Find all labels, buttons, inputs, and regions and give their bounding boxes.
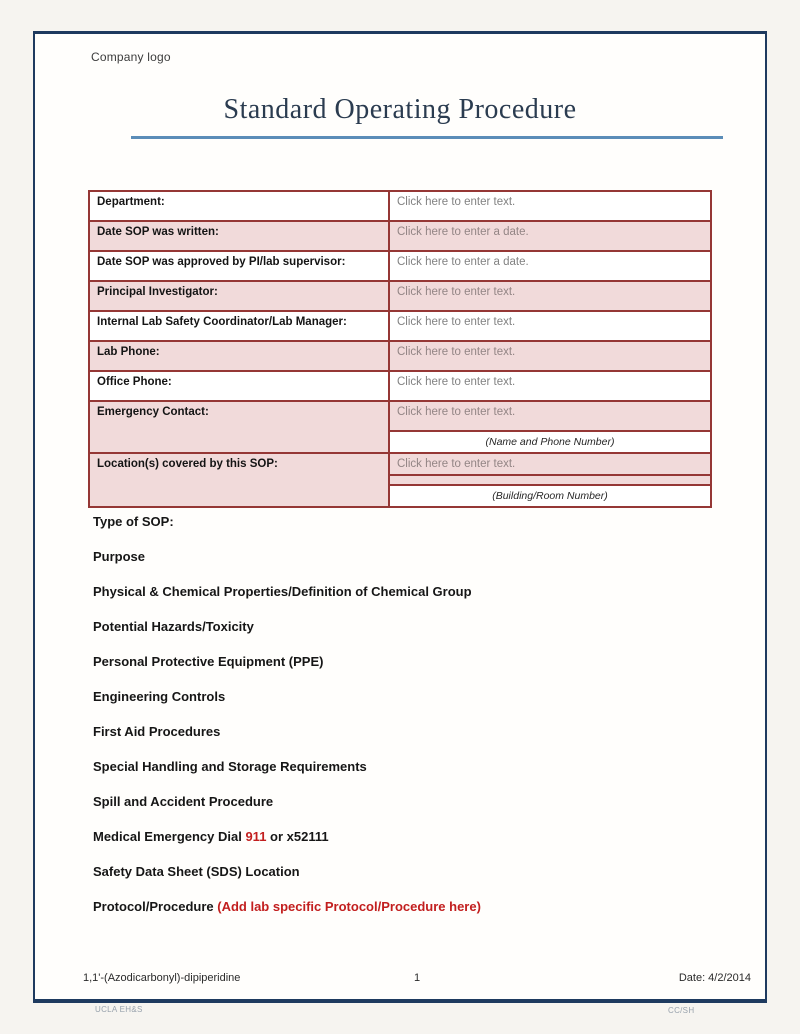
section-heading-suffix: or x52111: [266, 829, 329, 844]
row-label: Location(s) covered by this SOP:: [89, 453, 389, 507]
row-label: Emergency Contact:: [89, 401, 389, 453]
margin-note-right: CC/SH: [668, 1006, 695, 1015]
section-heading-text: Type of SOP:: [93, 514, 174, 529]
row-label: Internal Lab Safety Coordinator/Lab Manager:: [89, 311, 389, 341]
table-row: [89, 401, 711, 431]
text-entry-field[interactable]: Click here to enter text.: [389, 401, 711, 431]
section-heading-text: Potential Hazards/Toxicity: [93, 619, 254, 634]
row-label: Date SOP was approved by PI/lab supervisor:: [89, 251, 389, 281]
table-row: [89, 251, 711, 281]
section-heading-text: Spill and Accident Procedure: [93, 794, 274, 809]
date-entry-field[interactable]: Click here to enter a date.: [389, 251, 711, 281]
field-caption: (Building/Room Number): [389, 485, 711, 507]
section-heading-text: Protocol/Procedure: [93, 899, 218, 914]
section-heading-text: Medical Emergency Dial: [93, 829, 246, 844]
footer-chemical-name: 1,1'-(Azodicarbonyl)-dipiperidine: [83, 972, 241, 984]
text-entry-field[interactable]: Click here to enter text.: [389, 341, 711, 371]
table-row: [89, 311, 711, 341]
section-heading: [93, 759, 710, 774]
section-heading-text: Special Handling and Storage Requirements: [93, 759, 367, 774]
text-entry-field[interactable]: Click here to enter text.: [389, 191, 711, 221]
table-row: [89, 371, 711, 401]
section-heading: [93, 549, 710, 564]
section-heading: [93, 654, 710, 669]
row-label: Lab Phone:: [89, 341, 389, 371]
section-heading-list: [93, 514, 710, 934]
section-heading: [93, 899, 710, 914]
row-label: Principal Investigator:: [89, 281, 389, 311]
page-footer: [83, 972, 751, 984]
table-row: [89, 341, 711, 371]
row-label: Office Phone:: [89, 371, 389, 401]
section-heading: [93, 724, 710, 739]
section-heading-text: Engineering Controls: [93, 689, 226, 704]
section-heading-text: Purpose: [93, 549, 146, 564]
section-heading: [93, 584, 710, 599]
table-row: [89, 221, 711, 251]
text-entry-field[interactable]: Click here to enter text.: [389, 453, 711, 475]
row-label: Department:: [89, 191, 389, 221]
section-heading: [93, 619, 710, 634]
protocol-note-red-text: (Add lab specific Protocol/Procedure here): [217, 899, 481, 914]
spacer-cell: [389, 475, 711, 485]
table-row: [89, 281, 711, 311]
margin-note-left: UCLA EH&S: [95, 1005, 143, 1014]
footer-date: Date: 4/2/2014: [678, 972, 751, 984]
section-heading-text: Physical & Chemical Properties/Definition of Chemical Group: [93, 584, 472, 599]
section-heading: [93, 794, 710, 809]
sop-info-table: [88, 190, 712, 508]
field-caption: (Name and Phone Number): [389, 431, 711, 453]
section-heading: [93, 514, 710, 529]
emergency-number-text: 911: [245, 829, 267, 844]
text-entry-field[interactable]: Click here to enter text.: [389, 371, 711, 401]
text-entry-field[interactable]: Click here to enter text.: [389, 281, 711, 311]
document-page: [33, 31, 767, 1003]
document-title: Standard Operating Procedure: [223, 94, 577, 125]
section-heading-text: Personal Protective Equipment (PPE): [93, 654, 324, 669]
row-label: Date SOP was written:: [89, 221, 389, 251]
table-row: [89, 453, 711, 475]
title-underline: [131, 136, 723, 139]
section-heading: [93, 829, 710, 844]
section-heading: [93, 689, 710, 704]
section-heading-text: Safety Data Sheet (SDS) Location: [93, 864, 300, 879]
date-entry-field[interactable]: Click here to enter a date.: [389, 221, 711, 251]
text-entry-field[interactable]: Click here to enter text.: [389, 311, 711, 341]
section-heading: [93, 864, 710, 879]
section-heading-text: First Aid Procedures: [93, 724, 221, 739]
table-row: [89, 191, 711, 221]
footer-page-number: 1: [413, 972, 421, 984]
company-logo-text: Company logo: [91, 50, 171, 64]
